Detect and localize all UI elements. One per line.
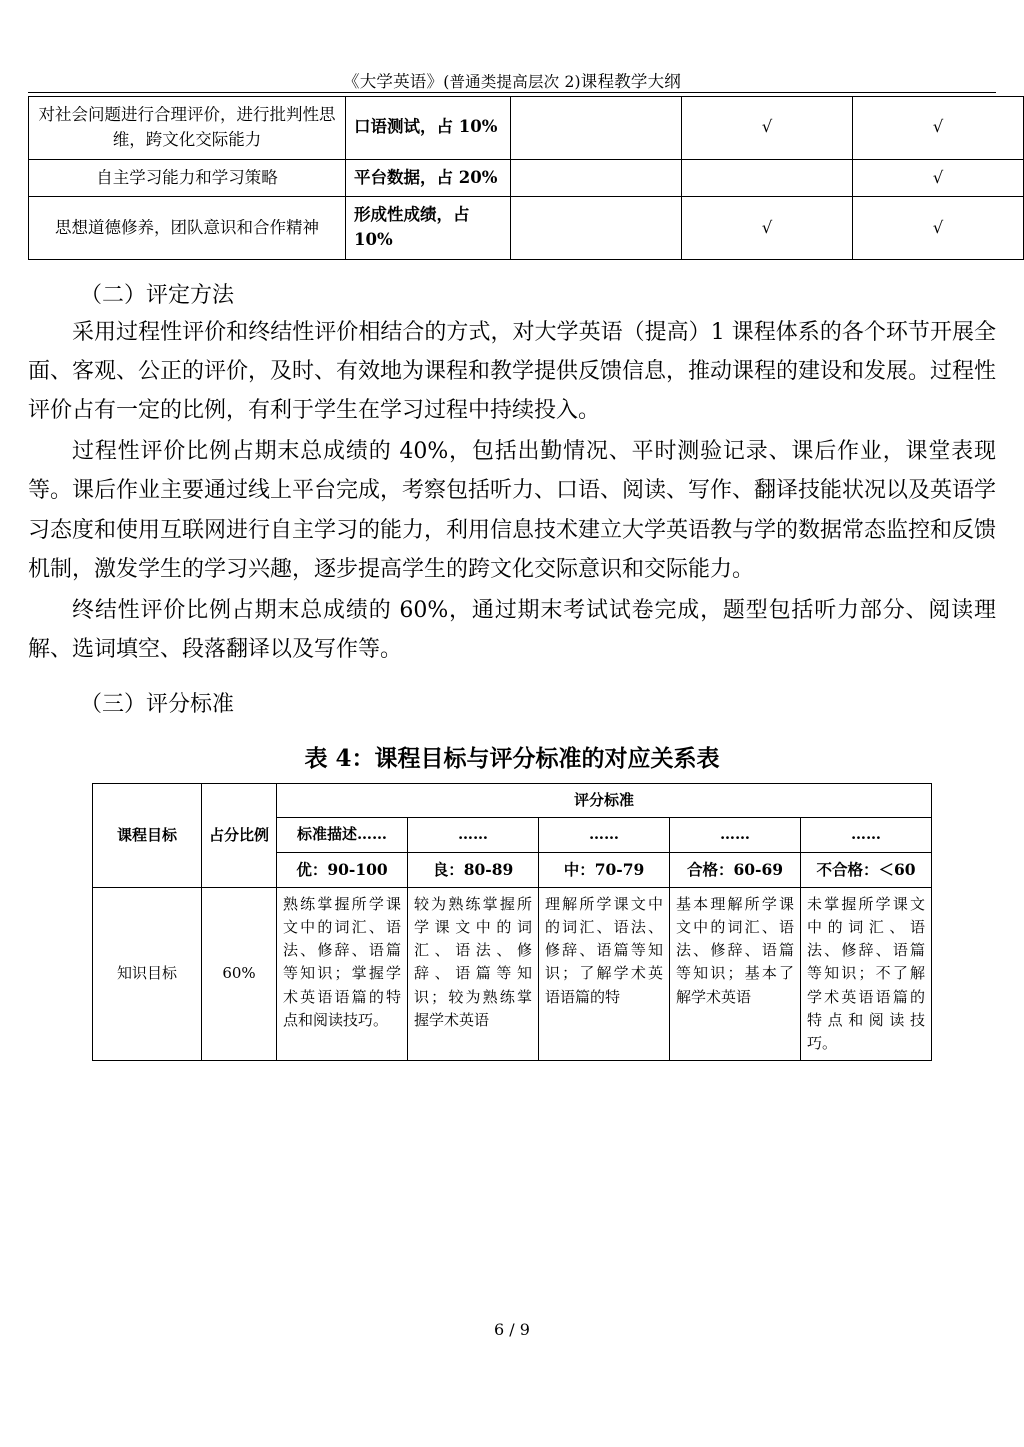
assessment-col1 xyxy=(511,159,682,197)
assessment-method: 口语测试，占 10% xyxy=(346,97,511,160)
assessment-goal: 自主学习能力和学习策略 xyxy=(29,159,346,197)
header-title-mid: (普通类提高层次 2) xyxy=(443,73,581,91)
header-divider xyxy=(28,92,996,93)
assessment-goal: 思想道德修养，团队意识和合作精神 xyxy=(29,197,346,260)
paragraph-evaluation-method: 采用过程性评价和终结性评价相结合的方式，对大学英语（提高）1 课程体系的各个环节开展全面、客观、公正的评价，及时、有效地为课程和教学提供反馈信息，推动课程的建设和发展。过程性评价占有一定的比例，有利于学生在学习过程中持续投入。 xyxy=(28,319,997,424)
assessment-col1 xyxy=(511,97,682,160)
assessment-col2: √ xyxy=(682,97,853,160)
table-row xyxy=(29,197,1024,260)
row-desc-fail: 未掌握所学课文中的词汇、语法、修辞、语篇等知识；不了解学术英语语篇的特点和阅读技巧。 xyxy=(801,887,932,1061)
table-header-row xyxy=(93,784,932,818)
table-row xyxy=(29,159,1024,197)
th-level-medium: 中：70-79 xyxy=(539,852,670,887)
assessment-method: 平台数据，占 20% xyxy=(346,159,511,197)
assessment-col2: √ xyxy=(682,197,853,260)
row-desc-pass: 基本理解所学课文中的词汇、语法、修辞、语篇等知识；基本了解学术英语 xyxy=(670,887,801,1061)
th-criteria-desc-1: 标准描述…… xyxy=(277,818,408,852)
row-desc-good: 较为熟练掌握所学课文中的词汇、语法、修辞、语篇等知识；较为熟练掌握学术英语 xyxy=(408,887,539,1061)
row-desc-medium: 理解所学课文中的词汇、语法、修辞、语篇等知识；了解学术英语语篇的特 xyxy=(539,887,670,1061)
assessment-goal: 对社会问题进行合理评价，进行批判性思维，跨文化交际能力 xyxy=(29,97,346,160)
th-criteria-desc-3: …… xyxy=(539,818,670,852)
page-header xyxy=(0,68,1024,92)
assessment-col3: √ xyxy=(853,197,1024,260)
table-row xyxy=(29,97,1024,160)
assessment-col1 xyxy=(511,197,682,260)
header-title-prefix: 《大学英语》 xyxy=(343,72,444,91)
section-heading-three: （三）评分标准 xyxy=(80,692,235,718)
section-heading-two: （二）评定方法 xyxy=(80,282,235,308)
th-level-pass: 合格：60-69 xyxy=(670,852,801,887)
th-criteria-desc-5: …… xyxy=(801,818,932,852)
page-content xyxy=(28,96,996,1061)
th-criteria-desc-4: …… xyxy=(670,818,801,852)
row-goal-knowledge: 知识目标 xyxy=(93,887,202,1061)
assessment-col3: √ xyxy=(853,159,1024,197)
row-desc-excellent: 熟练掌握所学课文中的词汇、语法、修辞、语篇等知识；掌握学术英语语篇的特点和阅读技巧。 xyxy=(277,887,408,1061)
assessment-table xyxy=(28,96,1024,260)
paragraph-process-evaluation: 过程性评价比例占期末总成绩的 40%，包括出勤情况、平时测验记录、课后作业，课堂表现等。课后作业主要通过线上平台完成，考察包括听力、口语、阅读、写作、翻译技能状况以及英语学习态度和使用互联网进行自主学习的能力，利用信息技术建立大学英语教与学的数据常态监控和反馈机制，激发学生的学习兴趣，逐步提高学生的跨文化交际意识和交际能力。 xyxy=(28,439,997,582)
table4-title: 表 4：课程目标与评分标准的对应关系表 xyxy=(304,745,720,773)
assessment-col3: √ xyxy=(853,97,1024,160)
th-level-good: 良：80-89 xyxy=(408,852,539,887)
th-percentage: 占分比例 xyxy=(202,784,277,888)
table-row xyxy=(93,887,932,1061)
th-course-goal: 课程目标 xyxy=(93,784,202,888)
assessment-col2 xyxy=(682,159,853,197)
th-level-fail: 不合格：＜60 xyxy=(801,852,932,887)
page-number: 6 / 9 xyxy=(494,1320,530,1339)
th-criteria: 评分标准 xyxy=(277,784,932,818)
th-level-excellent: 优：90-100 xyxy=(277,852,408,887)
row-percentage: 60% xyxy=(202,887,277,1061)
grading-criteria-table xyxy=(92,783,932,1061)
assessment-method: 形成性成绩，占 10% xyxy=(346,197,511,260)
th-criteria-desc-2: …… xyxy=(408,818,539,852)
paragraph-final-evaluation: 终结性评价比例占期末总成绩的 60%，通过期末考试试卷完成，题型包括听力部分、阅读理解、选词填空、段落翻译以及写作等。 xyxy=(28,597,996,662)
header-title-suffix: 课程教学大纲 xyxy=(580,72,681,91)
